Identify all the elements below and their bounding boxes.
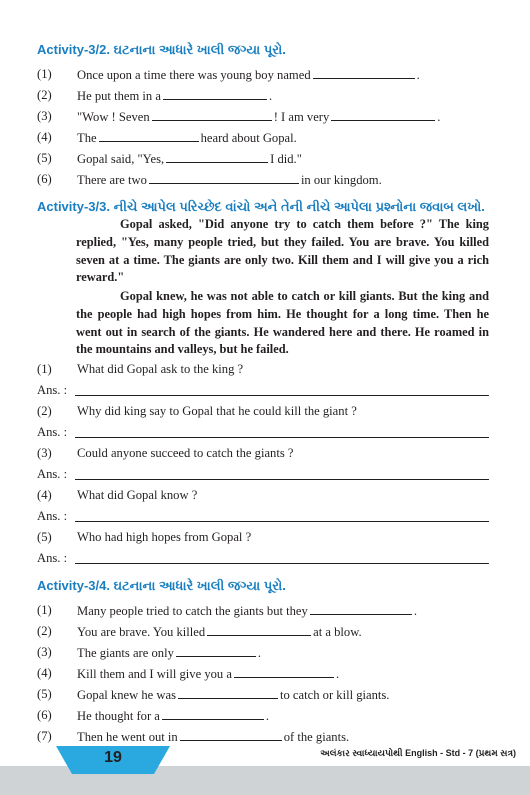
item-number: (2) bbox=[37, 624, 52, 638]
question-3 bbox=[37, 446, 294, 461]
item-text-end: . bbox=[413, 604, 417, 618]
item-text-end: . bbox=[335, 667, 340, 681]
activity-3-4-heading: Activity-3/4. ઘટનાના આધારે ખાલી જગ્યા પૂરો. bbox=[37, 578, 286, 593]
blank-line[interactable] bbox=[162, 708, 264, 720]
answer-line[interactable] bbox=[75, 395, 489, 396]
item-text-end: to catch or kill giants. bbox=[279, 688, 390, 702]
blank-line[interactable] bbox=[313, 67, 415, 79]
question-number: (4) bbox=[37, 488, 52, 502]
item-text: The bbox=[77, 131, 97, 145]
item-number: (3) bbox=[37, 109, 52, 123]
item-text-middle: ! I am very bbox=[273, 110, 330, 124]
item-text-end: of the giants. bbox=[283, 730, 350, 744]
fill-blank-item bbox=[37, 666, 497, 684]
fill-blank-item bbox=[37, 88, 497, 106]
question-1 bbox=[37, 362, 244, 377]
question-number: (5) bbox=[37, 530, 52, 544]
fill-blank-item bbox=[37, 708, 497, 726]
question-text: What did Gopal ask to the king ? bbox=[77, 362, 244, 376]
item-text: Then he went out in bbox=[77, 730, 178, 744]
activity-3-3-heading: Activity-3/3. નીચે આપેલ પરિચ્છેદ વાંચો અને તેની નીચે આપેલા પ્રશ્નોના જવાબ લખો. bbox=[37, 199, 485, 214]
item-number: (4) bbox=[37, 666, 52, 680]
fill-blank-item bbox=[37, 645, 497, 663]
fill-blank-item bbox=[37, 151, 497, 169]
blank-line[interactable] bbox=[176, 645, 256, 657]
item-text: He put them in a bbox=[77, 89, 161, 103]
fill-blank-item bbox=[37, 624, 497, 642]
item-number: (3) bbox=[37, 645, 52, 659]
item-text: Gopal said, "Yes, bbox=[77, 152, 165, 166]
question-number: (2) bbox=[37, 404, 52, 418]
item-text-end: . bbox=[257, 646, 262, 660]
answer-line[interactable] bbox=[75, 437, 489, 438]
blank-line[interactable] bbox=[234, 666, 334, 678]
item-text: The giants are only bbox=[77, 646, 174, 660]
fill-blank-item bbox=[37, 603, 497, 621]
item-text: Many people tried to catch the giants but they bbox=[77, 604, 308, 618]
blank-line[interactable] bbox=[180, 729, 282, 741]
item-number: (2) bbox=[37, 88, 52, 102]
blank-line[interactable] bbox=[149, 172, 299, 184]
question-number: (1) bbox=[37, 362, 52, 376]
answer-label: Ans. : bbox=[37, 383, 68, 397]
answer-line[interactable] bbox=[75, 563, 489, 564]
item-number: (7) bbox=[37, 729, 52, 743]
passage-paragraph-1: Gopal asked, "Did anyone try to catch them before ?" The king replied, "Yes, many people tried, but they failed. You are brave. You killed seven at a time. The giants are only two. Kill them and I will give you a rich reward." bbox=[76, 217, 489, 285]
fill-blank-item bbox=[37, 687, 497, 705]
blank-line[interactable] bbox=[166, 151, 268, 163]
fill-blank-item bbox=[37, 130, 497, 148]
page-number: 19 bbox=[104, 749, 122, 766]
passage-paragraph-2: Gopal knew, he was not able to catch or kill giants. But the king and the people had high hopes from him. He thought for a long time. Then he went out in search of the giants. He wandered here and there. He roamed in the mountains and valleys, but he failed. bbox=[76, 289, 489, 357]
item-text: Gopal knew he was bbox=[77, 688, 176, 702]
blank-line[interactable] bbox=[310, 603, 412, 615]
blank-line[interactable] bbox=[207, 624, 311, 636]
item-text-end: . bbox=[437, 110, 441, 124]
blank-line[interactable] bbox=[178, 687, 278, 699]
blank-line[interactable] bbox=[99, 130, 199, 142]
answer-label: Ans. : bbox=[37, 551, 68, 565]
fill-blank-item bbox=[37, 172, 497, 190]
answer-line[interactable] bbox=[75, 521, 489, 522]
book-title: અલંકાર સ્વાધ્યાયપોથી English - Std - 7 (પ્રથમ સત્ર) bbox=[320, 748, 516, 758]
fill-blank-item bbox=[37, 67, 497, 85]
blank-line[interactable] bbox=[163, 88, 267, 100]
question-5 bbox=[37, 530, 252, 545]
answer-4 bbox=[37, 509, 489, 525]
item-number: (1) bbox=[37, 603, 52, 617]
question-text: Could anyone succeed to catch the giants ? bbox=[77, 446, 294, 460]
blank-line[interactable] bbox=[331, 109, 435, 121]
question-text: Why did king say to Gopal that he could kill the giant ? bbox=[77, 404, 357, 418]
question-4 bbox=[37, 488, 198, 503]
item-number: (6) bbox=[37, 172, 52, 186]
answer-2 bbox=[37, 425, 489, 441]
item-text-end: in our kingdom. bbox=[300, 173, 382, 187]
item-number: (5) bbox=[37, 151, 52, 165]
item-text-end: . bbox=[265, 709, 270, 723]
item-text: There are two bbox=[77, 173, 147, 187]
item-text-end: I did." bbox=[270, 152, 302, 166]
item-text-end: . bbox=[416, 68, 420, 82]
item-number: (6) bbox=[37, 708, 52, 722]
answer-label: Ans. : bbox=[37, 467, 68, 481]
item-text: Kill them and I will give you a bbox=[77, 667, 232, 681]
question-text: What did Gopal know ? bbox=[77, 488, 198, 502]
answer-line[interactable] bbox=[75, 479, 489, 480]
item-text: "Wow ! Seven bbox=[77, 110, 150, 124]
question-text: Who had high hopes from Gopal ? bbox=[77, 530, 252, 544]
item-number: (5) bbox=[37, 687, 52, 701]
answer-3 bbox=[37, 467, 489, 483]
answer-1 bbox=[37, 383, 489, 399]
question-number: (3) bbox=[37, 446, 52, 460]
item-text-end: at a blow. bbox=[313, 625, 362, 639]
fill-blank-item bbox=[37, 729, 497, 747]
item-number: (1) bbox=[37, 67, 52, 81]
blank-line[interactable] bbox=[152, 109, 272, 121]
item-text-end: heard about Gopal. bbox=[200, 131, 297, 145]
item-text-end: . bbox=[268, 89, 273, 103]
activity-3-2-heading: Activity-3/2. ઘટનાના આધારે ખાલી જગ્યા પૂરો. bbox=[37, 42, 286, 57]
fill-blank-item bbox=[37, 109, 497, 127]
answer-label: Ans. : bbox=[37, 509, 68, 523]
item-text: You are brave. You killed bbox=[77, 625, 206, 639]
item-text: He thought for a bbox=[77, 709, 160, 723]
answer-label: Ans. : bbox=[37, 425, 68, 439]
item-text: Once upon a time there was young boy named bbox=[77, 68, 311, 82]
item-number: (4) bbox=[37, 130, 52, 144]
question-2 bbox=[37, 404, 357, 419]
answer-5 bbox=[37, 551, 489, 567]
